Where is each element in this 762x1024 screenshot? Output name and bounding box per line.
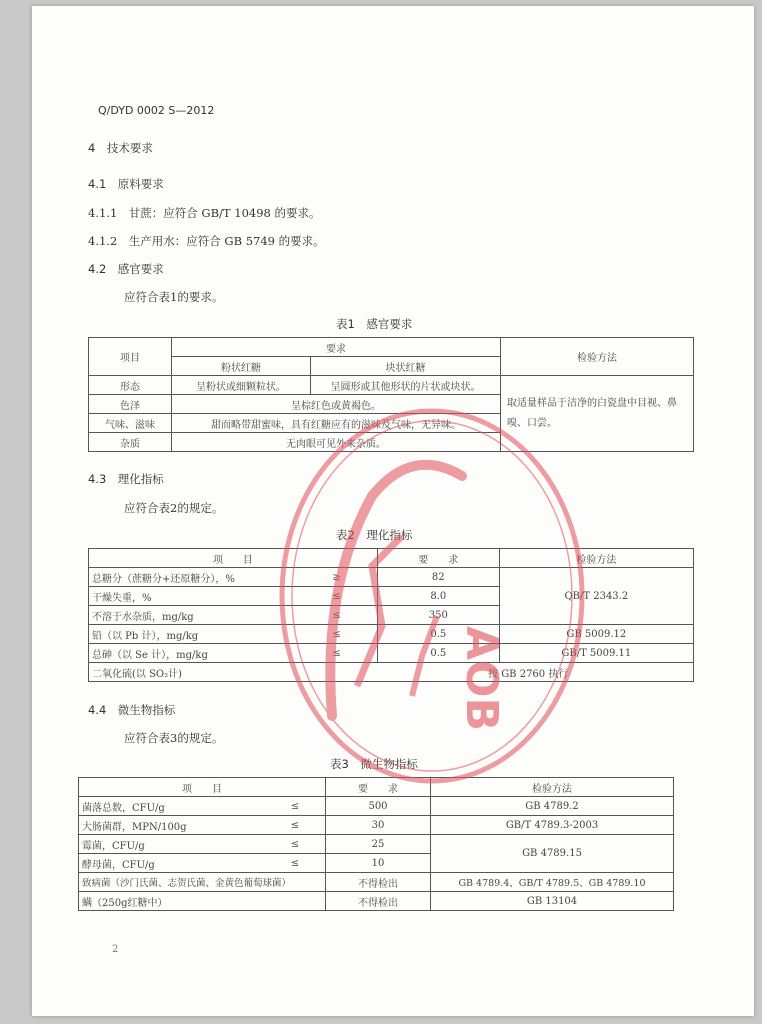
t1-method: 取适量样品于洁净的白瓷盘中目视、鼻嗅、口尝。 xyxy=(501,376,694,452)
t3-item: 螨（250g红糖中） xyxy=(79,892,326,911)
standard-code: Q/DYD 0002 S—2012 xyxy=(98,104,215,117)
t3-value: 不得检出 xyxy=(326,892,431,911)
t1-item: 杂质 xyxy=(89,433,172,452)
t3-item: 致病菌（沙门氏菌、志贺氏菌、金黄色葡萄球菌） xyxy=(79,873,326,892)
t1-item: 色泽 xyxy=(89,395,172,414)
t2-method: GB 5009.12 xyxy=(499,625,693,644)
section-4-3-heading: 4.3 理化指标 xyxy=(88,472,164,486)
t1-header-method: 检验方法 xyxy=(501,338,694,376)
t2-item: 铅（以 Pb 计），mg/kg xyxy=(89,625,297,644)
t3-value: 30 xyxy=(326,816,431,835)
t2-operator: ≤ xyxy=(296,587,377,606)
t2-item: 总砷（以 Se 计），mg/kg xyxy=(89,644,297,663)
sensory-table xyxy=(88,337,694,452)
t2-item: 二氧化硫(以 SO₂计) xyxy=(89,663,297,682)
t2-method-group: QB/T 2343.2 xyxy=(499,568,693,625)
t3-operator: ≤ xyxy=(265,835,326,854)
section-4-4-heading: 4.4 微生物指标 xyxy=(88,703,176,717)
t1-header-item: 项目 xyxy=(89,338,172,376)
t3-value: 10 xyxy=(326,854,431,873)
t3-item: 霉菌，CFU/g xyxy=(79,835,266,854)
t2-value: 350 xyxy=(377,606,499,625)
table-row xyxy=(79,873,674,892)
t3-method: GB 13104 xyxy=(431,892,674,911)
section-4-1-heading: 4.1 原料要求 xyxy=(88,177,164,191)
t1-item: 气味、滋味 xyxy=(89,414,172,433)
t3-method: GB 4789.2 xyxy=(431,797,674,816)
table-row xyxy=(79,835,674,854)
t2-header-item: 项 目 xyxy=(89,549,378,568)
t2-merged: 按 GB 2760 执行 xyxy=(296,663,693,682)
microbial-table xyxy=(78,777,674,911)
t1-header-block: 块状红糖 xyxy=(311,357,501,376)
t3-value: 500 xyxy=(326,797,431,816)
t3-method: GB/T 4789.3-2003 xyxy=(431,816,674,835)
table-row xyxy=(79,797,674,816)
t2-operator: ≤ xyxy=(296,644,377,663)
t2-value: 8.0 xyxy=(377,587,499,606)
t3-header-item: 项 目 xyxy=(79,778,326,797)
t1-merged: 甜而略带甜蜜味，具有红糖应有的滋味及气味，无异味。 xyxy=(172,414,501,433)
t3-method-group: GB 4789.15 xyxy=(431,835,674,873)
t2-method: GB/T 5009.11 xyxy=(499,644,693,663)
t3-method: GB 4789.4、GB/T 4789.5、GB 4789.10 xyxy=(431,873,674,892)
section-4-3-body: 应符合表2的规定。 xyxy=(124,501,224,515)
t3-value: 不得检出 xyxy=(326,873,431,892)
t3-header-method: 检验方法 xyxy=(431,778,674,797)
t1-merged: 呈棕红色或黄褐色。 xyxy=(172,395,501,414)
table1-caption: 表1 感官要求 xyxy=(336,317,413,331)
t2-value: 82 xyxy=(377,568,499,587)
stamp-text: AOB xyxy=(456,626,507,731)
t1-block: 呈圆形或其他形状的片状或块状。 xyxy=(311,376,501,395)
t3-operator: ≤ xyxy=(265,816,326,835)
table3-caption: 表3 微生物指标 xyxy=(330,757,418,771)
t2-operator: ≤ xyxy=(296,606,377,625)
t2-item: 干燥失重，% xyxy=(89,587,297,606)
t2-header-requirement: 要 求 xyxy=(377,549,499,568)
document-page xyxy=(32,6,754,1016)
t1-powder: 呈粉状或细颗粒状。 xyxy=(172,376,311,395)
table-row xyxy=(89,644,694,663)
t2-operator: ≥ xyxy=(296,568,377,587)
table-row xyxy=(79,892,674,911)
t3-item: 酵母菌，CFU/g xyxy=(79,854,266,873)
t2-item: 总糖分（蔗糖分+还原糖分），% xyxy=(89,568,297,587)
physicochemical-table xyxy=(88,548,694,682)
table-row xyxy=(89,663,694,682)
t2-operator: ≤ xyxy=(296,625,377,644)
table-row xyxy=(89,376,694,395)
t3-item: 菌落总数，CFU/g xyxy=(79,797,266,816)
section-4-1-1: 4.1.1 甘蔗：应符合 GB/T 10498 的要求。 xyxy=(88,206,321,220)
table-row xyxy=(89,625,694,644)
table-row xyxy=(89,568,694,587)
section-4-4-body: 应符合表3的规定。 xyxy=(124,731,224,745)
section-4-1-2: 4.1.2 生产用水：应符合 GB 5749 的要求。 xyxy=(88,234,325,248)
t3-item: 大肠菌群，MPN/100g xyxy=(79,816,266,835)
table-row xyxy=(79,816,674,835)
section-4-2-heading: 4.2 感官要求 xyxy=(88,262,164,276)
section-4-heading: 4 技术要求 xyxy=(88,141,153,155)
t2-item: 不溶于水杂质，mg/kg xyxy=(89,606,297,625)
t1-header-powder: 粉状红糖 xyxy=(172,357,311,376)
t3-operator: ≤ xyxy=(265,854,326,873)
t1-item: 形态 xyxy=(89,376,172,395)
section-4-2-body: 应符合表1的要求。 xyxy=(124,290,224,304)
page-number: 2 xyxy=(112,944,119,955)
t3-operator: ≤ xyxy=(265,797,326,816)
t2-value: 0.5 xyxy=(377,644,499,663)
t1-header-requirement: 要求 xyxy=(172,338,501,357)
t2-value: 0.5 xyxy=(377,625,499,644)
t3-value: 25 xyxy=(326,835,431,854)
table2-caption: 表2 理化指标 xyxy=(336,528,413,542)
t1-merged: 无肉眼可见外来杂质。 xyxy=(172,433,501,452)
t2-header-method: 检验方法 xyxy=(499,549,693,568)
t3-header-requirement: 要 求 xyxy=(326,778,431,797)
